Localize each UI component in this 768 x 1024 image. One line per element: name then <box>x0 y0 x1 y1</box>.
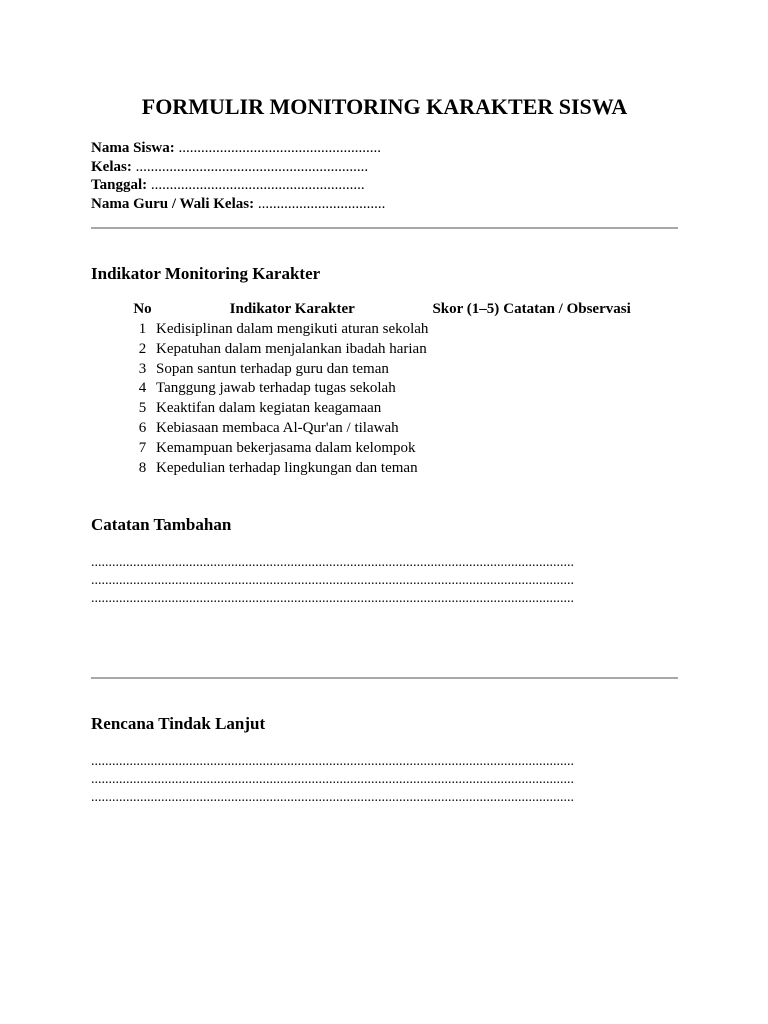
catatan-lines[interactable] <box>91 554 678 607</box>
table-header-row <box>129 301 631 321</box>
table-row <box>129 361 631 381</box>
row-no: 8 <box>138 459 147 476</box>
dotted-line: .......................................................................................................................................... <box>91 590 574 606</box>
dotted-line: .......................................................................................................................................... <box>91 771 574 787</box>
row-indikator: Sopan santun terhadap guru dan teman <box>156 360 389 377</box>
rencana-lines[interactable] <box>91 753 678 806</box>
field-nama-siswa <box>91 139 385 158</box>
table-row <box>129 440 631 460</box>
row-no: 5 <box>138 400 147 417</box>
table-row <box>129 341 631 361</box>
row-indikator: Kemampuan bekerjasama dalam kelompok <box>156 439 416 456</box>
row-skor[interactable] <box>428 460 499 480</box>
dotted-line: .......................................................................................................................................... <box>91 789 574 805</box>
student-info-fields <box>91 139 385 213</box>
row-catatan[interactable] <box>499 440 631 460</box>
field-label: Nama Siswa: <box>91 140 175 156</box>
row-no: 1 <box>138 321 147 337</box>
row-indikator: Kebiasaan membaca Al-Qur'an / tilawah <box>156 419 399 436</box>
row-indikator: Keaktifan dalam kegiatan keagamaan <box>156 400 382 417</box>
col-skor: Skor (1–5) <box>432 301 500 317</box>
row-catatan[interactable] <box>499 460 631 480</box>
field-guru <box>91 195 385 214</box>
row-skor[interactable] <box>428 440 499 460</box>
row-skor[interactable] <box>428 400 499 420</box>
row-catatan[interactable] <box>499 380 631 400</box>
table-row <box>129 321 631 341</box>
field-label: Tanggal: <box>91 177 148 193</box>
indikator-heading: Indikator Monitoring Karakter <box>91 264 321 283</box>
row-skor[interactable] <box>428 341 499 361</box>
field-blank: .............................................................. <box>135 158 369 175</box>
row-skor[interactable] <box>428 380 499 400</box>
catatan-heading: Catatan Tambahan <box>91 515 232 534</box>
row-indikator: Kepatuhan dalam menjalankan ibadah harian <box>156 340 427 357</box>
field-blank: ...................................................... <box>178 140 382 156</box>
table-row <box>129 400 631 420</box>
field-kelas <box>91 158 385 177</box>
divider <box>91 227 678 229</box>
table-row <box>129 380 631 400</box>
indikator-table <box>129 301 631 479</box>
row-catatan[interactable] <box>499 361 631 381</box>
row-no: 4 <box>138 380 147 397</box>
field-label: Kelas: <box>91 158 132 175</box>
rencana-heading: Rencana Tindak Lanjut <box>91 714 266 733</box>
field-label: Nama Guru / Wali Kelas: <box>91 195 255 212</box>
field-blank: ......................................................... <box>150 177 365 193</box>
row-no: 2 <box>138 340 147 357</box>
dotted-line: .......................................................................................................................................... <box>91 555 574 570</box>
row-indikator: Tanggung jawab terhadap tugas sekolah <box>156 380 396 397</box>
field-blank: .................................. <box>257 195 386 212</box>
row-skor[interactable] <box>428 420 499 440</box>
field-tanggal <box>91 176 385 195</box>
row-catatan[interactable] <box>499 420 631 440</box>
table-row <box>129 460 631 480</box>
row-indikator: Kedisiplinan dalam mengikuti aturan sekolah <box>156 321 429 337</box>
col-catatan: Catatan / Observasi <box>503 301 631 317</box>
page-title: FORMULIR MONITORING KARAKTER SISWA <box>141 94 628 119</box>
col-no: No <box>133 301 152 317</box>
table-row <box>129 420 631 440</box>
row-skor[interactable] <box>428 321 499 341</box>
dotted-line: .......................................................................................................................................... <box>91 572 574 588</box>
col-indikator: Indikator Karakter <box>229 301 355 317</box>
dotted-line: .......................................................................................................................................... <box>91 754 574 769</box>
row-catatan[interactable] <box>499 341 631 361</box>
row-indikator: Kepedulian terhadap lingkungan dan teman <box>156 459 418 476</box>
row-no: 6 <box>138 419 147 436</box>
row-catatan[interactable] <box>499 400 631 420</box>
row-no: 3 <box>138 360 147 377</box>
row-skor[interactable] <box>428 361 499 381</box>
row-no: 7 <box>138 439 147 456</box>
divider <box>91 677 678 679</box>
row-catatan[interactable] <box>499 321 631 341</box>
